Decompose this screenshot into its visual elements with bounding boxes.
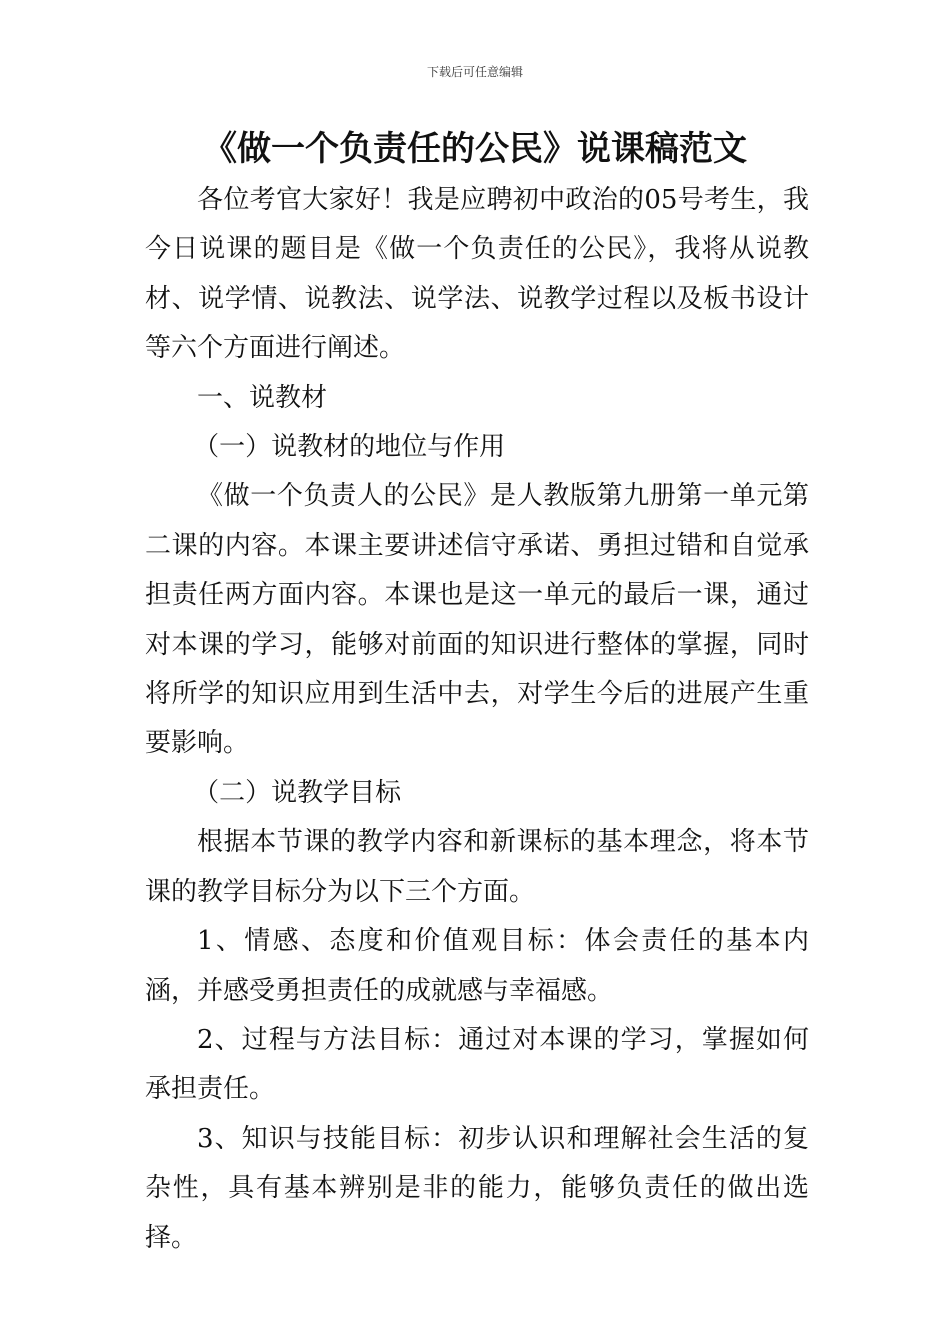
objective-item: 3、知识与技能目标：初步认识和理解社会生活的复杂性，具有基本辨别是非的能力，能够负责任的做出选择。	[145, 1123, 809, 1253]
objective-item: 1、情感、态度和价值观目标：体会责任的基本内涵，并感受勇担责任的成就感与幸福感。	[145, 926, 809, 1006]
document-body	[145, 176, 809, 1263]
body-paragraph: 《做一个负责人的公民》是人教版第九册第一单元第二课的内容。本课主要讲述信守承诺、勇担过错和自觉承担责任两方面内容。本课也是这一单元的最后一课，通过对本课的学习，能够对前面的知识进行整体的掌握，同时将所学的知识应用到生活中去，对学生今后的进展产生重要影响。	[145, 481, 809, 759]
header-note: 下载后可任意编辑	[426, 65, 523, 79]
section-heading: 一、说教材	[197, 382, 328, 413]
subsection-heading: （二）说教学目标	[193, 777, 402, 808]
subsection-heading: （一）说教材的地位与作用	[193, 432, 506, 463]
document-title: 《做一个负责任的公民》说课稿范文	[203, 129, 747, 169]
intro-paragraph: 各位考官大家好！我是应聘初中政治的05号考生，我今日说课的题目是《做一个负责任的公民》，我将从说教材、说学情、说教法、说学法、说教学过程以及板书设计等六个方面进行阐述。	[145, 185, 809, 364]
body-paragraph: 根据本节课的教学内容和新课标的基本理念，将本节课的教学目标分为以下三个方面。	[145, 827, 809, 907]
objective-item: 2、过程与方法目标：通过对本课的学习，掌握如何承担责任。	[145, 1024, 809, 1105]
